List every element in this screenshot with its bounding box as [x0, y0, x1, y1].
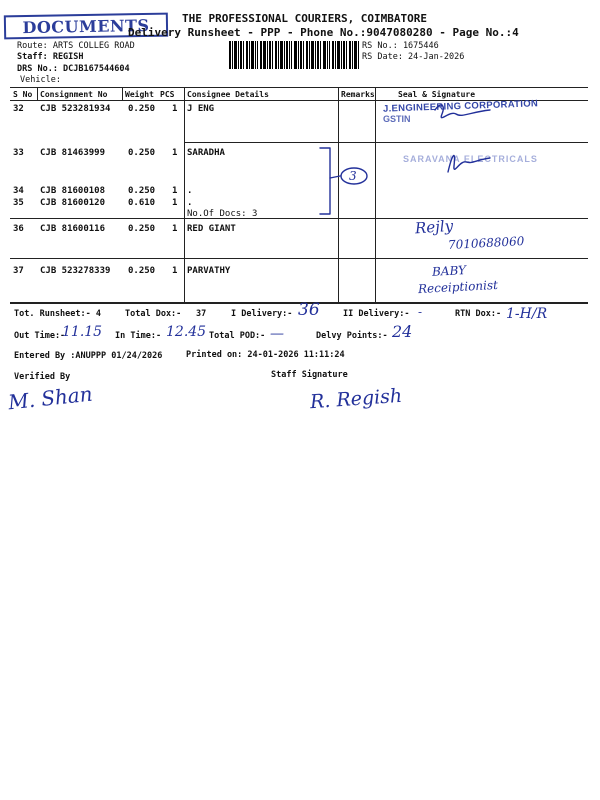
col-header-consignee: Consignee Details — [187, 90, 269, 99]
col-divider — [122, 87, 123, 100]
row-pcs: 1 — [172, 148, 178, 158]
row-pcs: 1 — [172, 198, 178, 208]
row-sno: 33 — [13, 148, 24, 158]
row-consignment: CJB 523278339 — [40, 266, 111, 276]
row-consignment: CJB 81600120 — [40, 198, 106, 208]
col-header-seal: Seal & Signature — [398, 90, 476, 99]
col-header-pcs: PCS — [160, 90, 175, 99]
row-pcs: 1 — [172, 266, 178, 276]
faint-seal-stamp: SARAVANA ELECTRICALS — [403, 154, 538, 164]
row-consignee: RED GIANT — [187, 224, 236, 234]
company-seal-stamp: J.ENGINEERING CORPORATION — [382, 98, 539, 115]
row-consignee: PARVATHY — [187, 266, 231, 276]
row-consignment: CJB 81600108 — [40, 186, 106, 196]
row-sno: 37 — [13, 266, 24, 276]
company-seal-gstin: GSTIN — [383, 114, 411, 124]
ii-delivery-value: - — [418, 305, 423, 319]
col-header-remarks: Remarks — [341, 90, 375, 99]
total-pod-label: Total POD:- — [209, 331, 266, 341]
documents-stamp: DOCUMENTS — [4, 13, 168, 40]
company-name: THE PROFESSIONAL COURIERS, COIMBATORE — [182, 12, 428, 25]
row-weight: 0.250 — [128, 148, 156, 158]
printed-on: Printed on: 24-01-2026 11:11:24 — [186, 350, 345, 360]
staff-text: Staff: REGISH — [17, 52, 84, 62]
row-weight: 0.250 — [128, 186, 156, 196]
rtn-dox-value: 1-H/R — [506, 306, 548, 322]
staff-signature-label: Staff Signature — [271, 370, 348, 380]
row-sno: 34 — [13, 186, 24, 196]
row-sno: 36 — [13, 224, 24, 234]
row-pcs: 1 — [172, 186, 178, 196]
i-delivery-label: I Delivery:- — [231, 309, 293, 319]
route-text: Route: ARTS COLLEG ROAD — [17, 41, 135, 51]
col-header-sno: S No — [13, 90, 33, 99]
row-consignee: . — [187, 198, 193, 208]
runsheet-subtitle: Delivery Runsheet - PPP - Phone No.:9047080280 - Page No.:4 — [128, 26, 519, 39]
in-time-label: In Time:- — [115, 331, 162, 341]
col-divider — [37, 87, 38, 100]
out-time-label: Out Time:- — [14, 331, 66, 341]
row37-name: BABY — [431, 263, 467, 279]
rs-number: RS No.: 1675446 — [362, 41, 439, 51]
total-pod-value: — — [270, 326, 284, 342]
row-weight: 0.250 — [128, 266, 156, 276]
row36-phone: 7010688060 — [447, 234, 525, 252]
row-consignee: J ENG — [187, 104, 215, 114]
row-sno: 32 — [13, 104, 24, 114]
table-top-border — [10, 87, 588, 88]
total-dox-label: Total Dox:- — [125, 309, 182, 319]
row-consignment: CJB 81463999 — [40, 148, 106, 158]
row-weight: 0.610 — [128, 198, 156, 208]
no-of-docs: No.Of Docs: 3 — [187, 209, 258, 219]
drs-number: DRS No.: DCJB167544604 — [17, 64, 130, 74]
verified-by-label: Verified By — [14, 372, 71, 382]
col-divider — [184, 87, 185, 302]
vehicle-text: Vehicle: — [20, 75, 61, 85]
row-consignment: CJB 523281934 — [40, 104, 111, 114]
col-header-weight: Weight — [125, 90, 154, 99]
rtn-dox-label: RTN Dox:- — [455, 309, 502, 319]
delvy-points-value: 24 — [392, 322, 413, 341]
row36-signature: Rejly — [414, 216, 454, 238]
out-time-value: 11.15 — [62, 324, 103, 340]
row-consignee: SARADHA — [187, 148, 225, 158]
row-weight: 0.250 — [128, 224, 156, 234]
rs-date: RS Date: 24-Jan-2026 — [362, 52, 465, 62]
handwritten-signatures — [380, 100, 580, 300]
entered-by: Entered By :ANUPPP 01/24/2026 — [14, 351, 163, 361]
row-weight: 0.250 — [128, 104, 156, 114]
docs-count-handwritten: 3 — [349, 169, 357, 183]
ii-delivery-label: II Delivery:- — [343, 309, 410, 319]
in-time-value: 12.45 — [166, 324, 207, 340]
verified-signature: M. Shan — [6, 381, 94, 415]
total-dox-value: 37 — [196, 309, 207, 319]
row-pcs: 1 — [172, 104, 178, 114]
row-pcs: 1 — [172, 224, 178, 234]
tot-runsheet: Tot. Runsheet:- 4 — [14, 309, 101, 319]
staff-signature: R. Regish — [309, 384, 403, 414]
row37-designation: Receiptionist — [417, 277, 499, 297]
delvy-points-label: Delvy Points:- — [316, 331, 388, 341]
row-sno: 35 — [13, 198, 24, 208]
bracket-mark — [316, 146, 376, 218]
i-delivery-value: 36 — [298, 300, 320, 320]
row-consignee: . — [187, 186, 193, 196]
barcode — [229, 41, 359, 69]
row-consignment: CJB 81600116 — [40, 224, 106, 234]
col-header-consignment: Consignment No — [40, 90, 108, 99]
